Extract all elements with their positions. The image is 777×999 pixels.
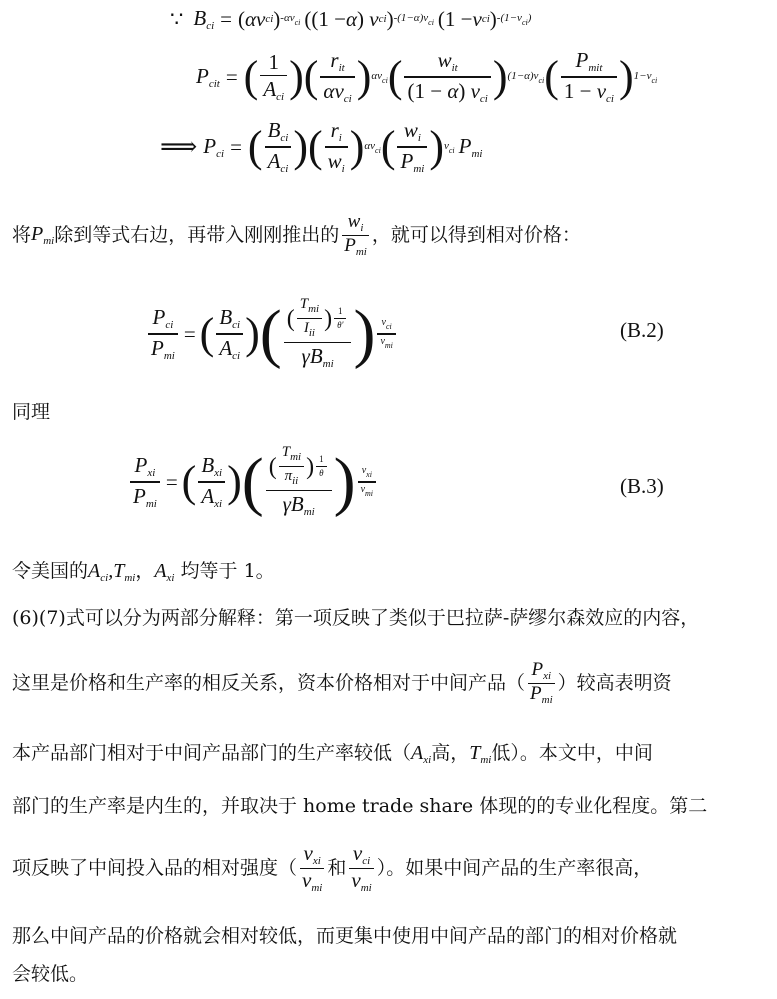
paragraph-similarly: 同理 <box>12 401 51 423</box>
equation-b-ci: ∵ $B_{ci}$ = ( αν ci ) $-\alpha\nu_{ci}$ ((1 − α ) ν ci ) $-(1-\alpha)\nu_{ci}$ (1 − ν ci ) $-(1-\nu_{ci})$ <box>170 6 532 32</box>
paragraph-line-7: 会较低。 <box>12 963 89 985</box>
paragraph-line-6: 那么中间产品的价格就会相对较低，而更集中使用中间产品的部门的相对价格就 <box>12 925 678 947</box>
equation-number-b2: (B.2) <box>620 318 664 342</box>
equation-p-ci: ⟹ $P_{ci}$ = ( $\frac{B_{ci}}{A_{ci}}$ ) ( $\frac{r_i}{w_i}$ ) $\alpha\nu_{ci}$ ( $\frac{w_i}{P_{mi}}$ ) $\nu_{ci}$ $P_{mi}$ <box>160 117 483 175</box>
paragraph-substitution: 将 $P_{mi}$ 除到等式右边，再带入刚刚推出的 $w_i$ $P_{mi}$ ，就可以得到相对价格： <box>12 211 581 258</box>
text-segment: 将 <box>12 223 32 246</box>
equation-b2: $\frac{P_{ci}}{P_{mi}}$ = ( $\frac{B_{ci}}{A_{ci}}$ ) ( ( $\frac{T_{mi}}{I_{ii}}$ ) $\frac{1}{\theta'}$ $\gamma B_{mi}$ ) $\frac{\nu_{ci}}{\nu_{mi}}$ <box>146 286 398 382</box>
text-segment: 低）。本文中，中间 <box>491 742 653 765</box>
equation-number-b3: (B.3) <box>620 474 664 498</box>
paragraph-line-1: (6)(7)式可以分为两部分解释：第一项反映了类似于巴拉萨-萨缪尔森效应的内容， <box>12 607 700 629</box>
text-segment: ）较高表明资 <box>557 671 672 694</box>
paragraph-line-4: 部门的生产率是内生的，并取决于 home trade share 体现的的专业化程度。第二 <box>12 795 708 817</box>
paragraph-normalization: 令美国的 $A_{ci},T_{mi}$ ， $A_{xi}$ 均等于 1。 <box>12 560 275 584</box>
text-segment: 除到等式右边，再带入刚刚推出的 <box>54 223 340 246</box>
equation-b3: $\frac{P_{xi}}{P_{mi}}$ = ( $\frac{B_{xi}}{A_{xi}}$ ) ( ( $\frac{T_{mi}}{\pi_{ii}}$ ) $\frac{1}{\theta}$ $\gamma B_{mi}$ ) $\frac{\nu_{xi}}{\nu_{mi}}$ <box>128 434 378 530</box>
text-segment: 高， <box>431 742 470 765</box>
text-segment: 这里是价格和生产率的相反关系，资本价格相对于中间产品（ <box>12 671 526 694</box>
equation-p-cit: $P_{cit}$ = ( $\frac{1}{A_{ci}}$ ) ( $\frac{r_{it}}{\alpha v_{ci}}$ ) $\alpha\nu_{ci}$ ( $\frac{w_{it}}{(1 - \alpha) \nu_{ci}}$ ) $(1-\alpha)\nu_{ci}$ ( $\frac{P_{mit}}{1 - v_{ci}}$ ) $1-\nu_{ci}$ <box>196 47 658 105</box>
text-segment: 项反映了中间投入品的相对强度（ <box>12 856 298 879</box>
text-segment: 和 <box>327 856 347 879</box>
text-segment: 均等于 1。 <box>180 560 275 583</box>
paragraph-line-5: 项反映了中间投入品的相对强度（ $\nu_{xi}$ $\nu_{mi}$ 和 $\nu_{ci}$ $\nu_{mi}$ ）。如果中间产品的生产率很高， <box>12 841 653 894</box>
because-symbol: ∵ <box>170 6 184 31</box>
text-segment: ）。如果中间产品的生产率很高， <box>376 856 653 879</box>
text-segment: 令美国的 <box>12 560 89 583</box>
text-segment: ，就可以得到相对价格： <box>371 223 581 246</box>
text-segment: 本产品部门相对于中间产品部门的生产率较低（ <box>12 742 412 765</box>
paragraph-line-2: 这里是价格和生产率的相反关系，资本价格相对于中间产品（ $P_{xi}$ $P_{mi}$ ）较高表明资 <box>12 659 672 706</box>
paragraph-line-3: 本产品部门相对于中间产品部门的生产率较低（ $A_{xi}$ 高， $T_{mi}$ 低）。本文中，中间 <box>12 742 653 766</box>
implies-symbol: ⟹ <box>160 132 198 161</box>
